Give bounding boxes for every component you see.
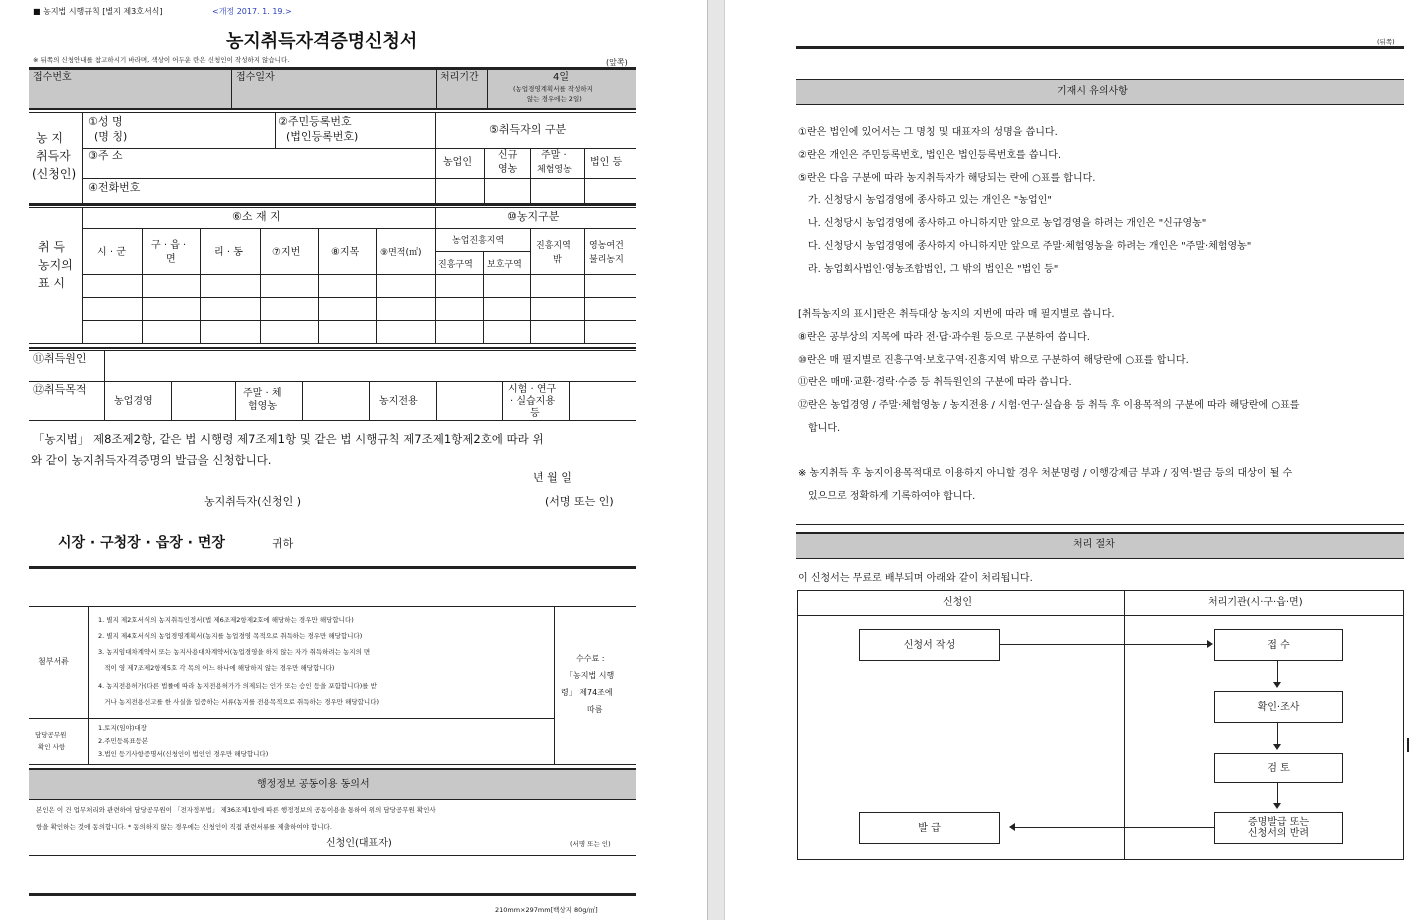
flow-col-agency: 처리기관(시·구·읍·면) [1208, 597, 1303, 608]
step-issue-or-return-line2: 신청서의 반려 [1247, 828, 1310, 839]
type-corporate: 법인 등 [590, 157, 623, 168]
statement-date: 년 월 일 [533, 471, 572, 484]
applicant-section-line3: (신청인) [32, 167, 77, 181]
phone-label: ④전화번호 [88, 181, 141, 194]
arrow-head-down [1273, 744, 1281, 750]
acquisition-purpose-label: ⑫취득목적 [33, 383, 87, 396]
applicant-type-header: ⑤취득자의 구분 [489, 123, 567, 136]
type-new-line2: 영농 [498, 164, 518, 175]
note-line: 라. 농업회사법인·영농조합법인, 그 밖의 법인은 "법인 등" [808, 264, 1059, 275]
col-ri-dong: 리 · 동 [214, 247, 243, 258]
procedure-intro: 이 신청서는 무료로 배부되며 아래와 같이 처리됩니다. [798, 573, 1033, 584]
col-area: ⑨면적(㎡) [380, 248, 422, 258]
statement-sign: (서명 또는 인) [545, 495, 614, 508]
note-line: 합니다. [808, 423, 841, 434]
note-line: 있으므로 정확하게 기록하여야 합니다. [808, 491, 976, 502]
purpose-weekend-line2: 험영농 [248, 401, 277, 412]
arrow-receive-to-check [1277, 660, 1278, 682]
arrow-issue-to-applicant [1015, 827, 1214, 828]
col-gu-eup-line2: 면 [166, 254, 176, 265]
note-line: 가. 신청당시 농업경영에 종사하고 있는 개인은 "농업인" [808, 195, 1052, 206]
consent-sign: (서명 또는 인) [570, 840, 611, 848]
note-line: ⑪란은 매매·교환·경락·수증 등 취득원인의 구분에 따라 씁니다. [798, 377, 1072, 388]
addressee-honorific: 귀하 [272, 537, 294, 550]
promotion-zone-header: 농업진흥지역 [452, 236, 505, 246]
type-weekend-line1: 주말 · [541, 150, 567, 161]
page-back-label: (뒤쪽) [1377, 38, 1395, 46]
purpose-research-line3: 등 [530, 408, 540, 419]
attachment-item: 3. 농지임대차계약서 또는 농지사용대차계약서(농업경영을 하지 않는 자가 취득하려는 농지의 면 [98, 648, 371, 656]
note-line: ⑧란은 공부상의 지목에 따라 전·답·과수원 등으로 구분하여 씁니다. [798, 332, 1090, 343]
arrow-head-left [1009, 823, 1015, 831]
arrow-head-right [1207, 640, 1213, 648]
text-cursor [1407, 738, 1409, 752]
purpose-conversion: 농지전용 [379, 396, 418, 407]
consent-line2: 항을 확인하는 것에 동의합니다. * 동의하지 않는 경우에는 신청인이 직접 관련서류를 제출하여야 합니다. [36, 823, 332, 831]
col-land-category: ⑧지목 [331, 247, 360, 258]
attachment-item: 1. 별지 제2호서식의 농지취득인정서(법 제6조제2항제2호에 해당하는 경우만 해당합니다) [98, 616, 354, 624]
attachment-item: 4. 농지전용허가(다른 법률에 따라 농지전용허가가 의제되는 인가 또는 승인 등을 포함합니다)를 받 [98, 682, 377, 690]
purpose-weekend-line1: 주말 · 체 [243, 388, 282, 399]
form-note: ※ 뒤쪽의 신청안내를 참고하시기 바라며, 색상이 어두운 란은 신청인이 작성하지 않습니다. [33, 56, 290, 64]
address-label: ③주 소 [88, 149, 123, 162]
arrow-head-down [1273, 803, 1281, 809]
applicant-section-line2: 취득자 [36, 149, 71, 163]
step-write-application: 신청서 작성 [859, 629, 1000, 661]
attachment-item: 적이 영 제7조제2항제5호 각 목의 어느 하나에 해당하지 않는 경우만 해당합니다) [98, 664, 335, 672]
col-lot-number: ⑦지번 [272, 247, 301, 258]
note-line: [취득농지의 표시]란은 취득대상 농지의 지번에 따라 매 필지별로 씁니다. [798, 309, 1115, 320]
consent-line1: 본인은 이 건 업무처리와 관련하여 담당공무원이 「전자정부법」 제36조제1항에 따른 행정정보의 공동이용을 통하여 위의 담당공무원 확인사 [36, 806, 436, 814]
arrow-check-to-review [1277, 722, 1278, 744]
step-receive: 접 수 [1214, 629, 1343, 661]
col-disadvantaged-line2: 불리농지 [589, 255, 624, 265]
location-header: ⑥소 재 지 [232, 210, 281, 223]
fee-line1: 수수료 : [576, 654, 605, 663]
processing-period-label: 처리기간 [440, 72, 479, 83]
col-protection-area: 보호구역 [487, 260, 522, 270]
step-issue-or-return [1214, 812, 1343, 844]
attachments-list [98, 616, 550, 714]
acquisition-cause-label: ⑪취득원인 [33, 352, 87, 365]
purpose-farming: 농업경영 [114, 396, 153, 407]
step-issue-or-return-line1: 증명발급 또는 [1247, 817, 1310, 828]
note-line: 다. 신청당시 농업경영에 종사하지 아니하지만 앞으로 주말·체험영농을 하려는 개인은 "주말·체험영농" [808, 241, 1252, 252]
official-item-1: 1.토지(임야)대장 [98, 724, 147, 732]
arrow-head-down [1273, 682, 1281, 688]
applicant-section-line1: 농 지 [36, 131, 63, 145]
attachments-label: 첨부서류 [38, 657, 69, 666]
land-section-line3: 표 시 [38, 276, 65, 290]
col-disadvantaged-line1: 영농여건 [589, 241, 624, 251]
note-line: ①란은 법인에 있어서는 그 명칭 및 대표자의 성명을 씁니다. [798, 127, 1058, 138]
corp-reg-number-label: (법인등록번호) [286, 130, 359, 143]
note-line: ⑤란은 다음 구분에 따라 농지취득자가 해당되는 란에 ○표를 합니다. [798, 173, 1096, 184]
col-outside-line1: 진흥지역 [536, 241, 571, 251]
paper-spec: 210mm×297mm[백상지 80g/㎡] [495, 906, 598, 914]
arrow-write-to-receive [999, 644, 1207, 645]
purpose-research-line1: 시험 · 연구 [508, 384, 557, 395]
type-weekend-line2: 체험영농 [537, 165, 572, 175]
attachment-item: 거나 농지전용신고를 한 사실을 입증하는 서류(농지를 전용목적으로 취득하는 경우만 해당합니다) [98, 698, 380, 706]
land-category-header: ⑩농지구분 [507, 210, 560, 223]
col-gu-eup-line1: 구 · 읍 · [151, 240, 187, 251]
flow-col-applicant: 신청인 [943, 597, 972, 608]
step-issue: 발 급 [859, 812, 1000, 844]
note-line: 나. 신청당시 농업경영에 종사하고 아니하지만 앞으로 농업경영을 하려는 개인은 "신규영농" [808, 218, 1207, 229]
type-farmer: 농업인 [443, 157, 472, 168]
page-gutter [707, 0, 725, 920]
revision-date: <개정 2017. 1. 19.> [212, 7, 292, 16]
receipt-date-label: 접수일자 [236, 72, 275, 83]
official-check-label2: 확인 사항 [38, 743, 66, 751]
official-item-2: 2.주민등록표등본 [98, 737, 149, 745]
step-review: 검 토 [1214, 753, 1343, 783]
fee-line4: 따름 [587, 705, 603, 714]
note-line: ⑫란은 농업경영 / 주말·체험영농 / 농지전용 / 시험·연구·실습용 등 취득 후 이용목적의 구분에 따라 해당란에 ○표를 [798, 400, 1300, 411]
official-check-label1: 담당공무원 [35, 731, 67, 739]
note-line: ②란은 개인은 주민등록번호, 법인은 법인등록번호를 씁니다. [798, 150, 1062, 161]
type-new-line1: 신규 [498, 150, 518, 161]
receipt-number-label: 접수번호 [33, 72, 72, 83]
page-front-label: (앞쪽) [606, 58, 628, 67]
statement-line2: 와 같이 농지취득자격증명의 발급을 신청합니다. [31, 453, 272, 467]
land-section-line2: 농지의 [38, 258, 73, 272]
statement-line1: 「농지법」 제8조제2항, 같은 법 시행령 제7조제1항 및 같은 법 시행규칙 제7조제1항제2호에 따라 위 [33, 432, 544, 446]
form-title: 농지취득자격증명신청서 [226, 31, 418, 52]
consent-signer: 신청인(대표자) [326, 838, 392, 849]
note-line: ⑩란은 매 필지별로 진흥구역·보호구역·진흥지역 밖으로 구분하여 해당란에 ○표를 합니다. [798, 355, 1189, 366]
addressee: 시장 · 구청장 · 읍장 · 면장 [58, 535, 225, 551]
col-outside-line2: 밖 [553, 255, 562, 265]
col-promotion-area: 진흥구역 [438, 260, 473, 270]
procedure-title: 처리 절차 [1073, 539, 1115, 550]
purpose-research-line2: · 실습지용 [510, 396, 555, 407]
reg-number-label: ②주민등록번호 [278, 115, 352, 128]
official-item-3: 3.법인 등기사항증명서(신청인이 법인인 경우만 해당합니다) [98, 750, 269, 758]
col-si-gun: 시 · 군 [97, 247, 126, 258]
attachment-item: 2. 별지 제4호서식의 농업경영계획서(농지를 농업경영 목적으로 취득하는 경우만 해당합니다) [98, 632, 363, 640]
notes-title: 기재시 유의사항 [1057, 86, 1128, 97]
processing-period-value: 4일 [553, 72, 570, 83]
law-reference: ■ 농지법 시행규칙 [별지 제3호서식] [33, 7, 163, 16]
name-label: ①성 명 [88, 115, 123, 128]
fee-line2: 「농지법 시행 [565, 671, 615, 680]
name-label-corp: (명 칭) [94, 130, 128, 143]
step-check: 확인·조사 [1214, 691, 1343, 723]
processing-period-note1: (농업경영계획서를 작성하지 [513, 85, 593, 93]
consent-title: 행정정보 공동이용 동의서 [257, 779, 370, 790]
processing-period-note2: 않는 경우에는 2일) [527, 95, 582, 103]
note-line: ※ 농지취득 후 농지이용목적대로 이용하지 아니할 경우 처분명령 / 이행강제금 부과 / 징역·벌금 등의 대상이 될 수 [798, 468, 1293, 479]
fee-line3: 령」 제74조에 [561, 688, 613, 697]
arrow-review-to-issue [1277, 782, 1278, 803]
land-section-line1: 취 득 [38, 240, 65, 254]
statement-applicant: 농지취득자(신청인 ) [204, 495, 302, 508]
